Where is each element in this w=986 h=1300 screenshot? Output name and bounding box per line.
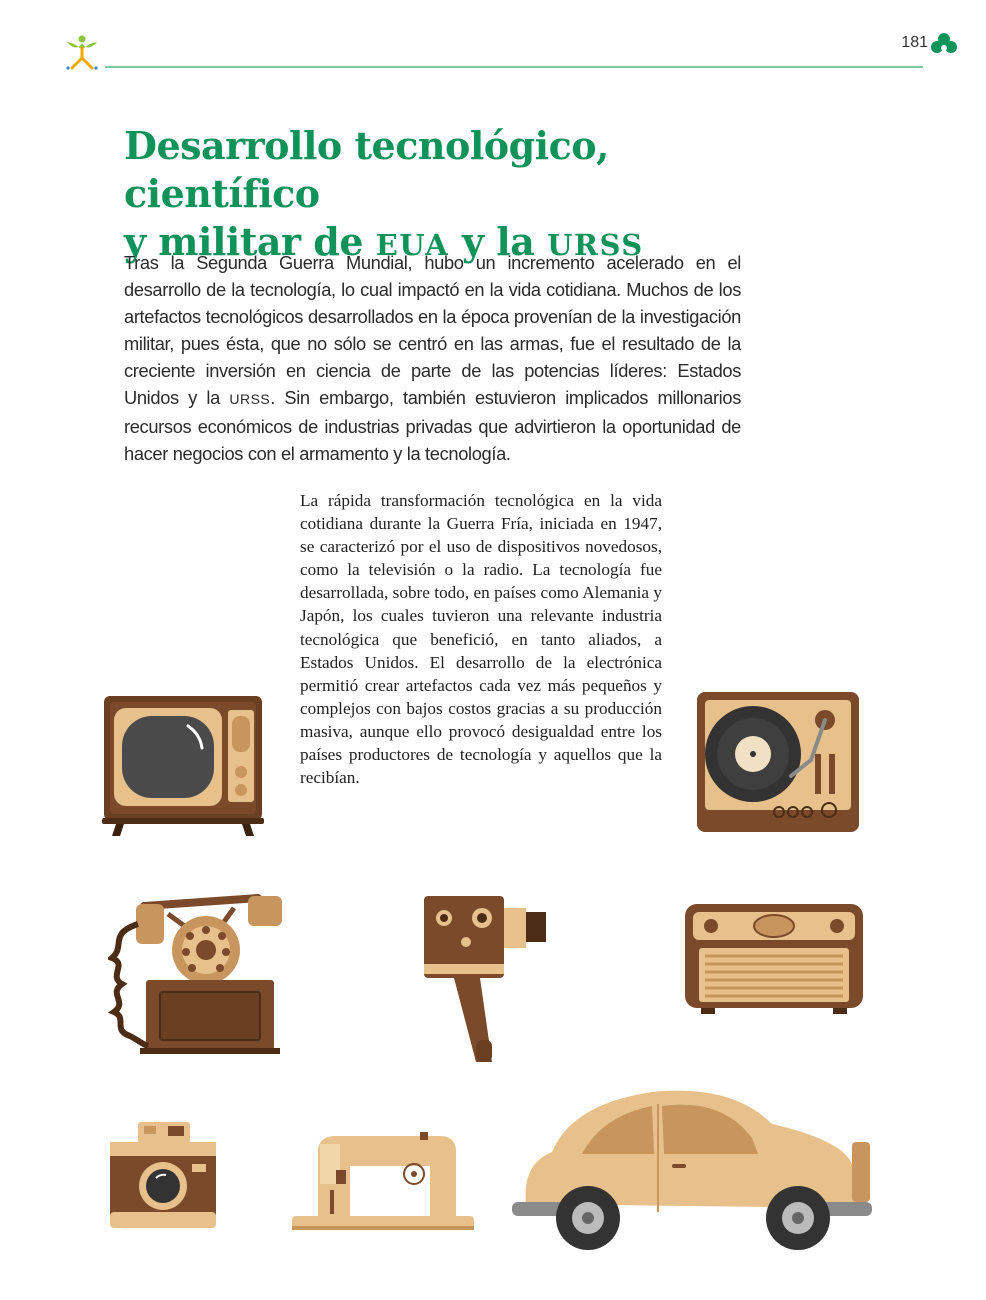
body-paragraph: La rápida transformación tecnológica en la vida cotidiana durante la Guerra Fría, iniciada en 1947, se caracterizó por el uso de dispositivos novedosos, como la televisión o la radio. La tecnología fue desarrollada, sobre todo, en países como Alemania y Japón, los cuales tuvieron una relevante industria tecnológica que benefició, en tanto aliados, a Estados Unidos. El desarrollo de la electrónica permitió crear artefactos cada vez más pequeños y complejos con bajos costos gracias a su producción masiva, aunque ello provocó desigualdad entre los países productores de tecnología y aquellos que la recibían. [300,491,662,788]
vintage-car-icon [512,1084,872,1256]
header-rule [105,66,923,68]
photo-camera-icon [108,1120,218,1230]
page-number: 181 [901,34,928,51]
retro-television-icon [102,694,264,836]
title-abbr-eua: EUA [375,228,450,262]
intro-paragraph [124,249,741,467]
title-line-2b: y la [461,219,535,264]
title-line-2a: y militar de [124,219,363,264]
rotary-telephone-icon [108,884,288,1056]
intro-abbr-urss: URSS [229,391,271,407]
film-camera-icon [420,890,548,1066]
vintage-radio-icon [683,900,865,1016]
clover-emblem-icon [930,32,958,58]
intro-text-1: Tras la Segunda Guerra Mundial, hubo un incremento acelerado en el desarrollo de la tecnología, lo cual impactó en la vida cotidiana. Muchos de los artefactos tecnológicos desarrollados en la época provenían de la investigación militar, pues ésta, que no sólo se centró en las armas, fue el resultado de la creciente inversión en ciencia de parte de las potencias líderes: Estados Unidos y la [124,252,741,408]
record-player-icon [697,692,859,832]
intro-text-2: . Sin embargo, también estuvieron implicados millonarios recursos económicos de industrias privadas que advirtieron la oportunidad de hacer negocios con el armamento y la tecnología. [124,387,741,464]
sprout-person-logo-icon [60,30,104,72]
page-title [124,122,764,269]
title-line-1: Desarrollo tecnológico, científico [124,123,609,216]
sewing-machine-icon [290,1130,476,1232]
title-abbr-urss: URSS [547,228,644,262]
